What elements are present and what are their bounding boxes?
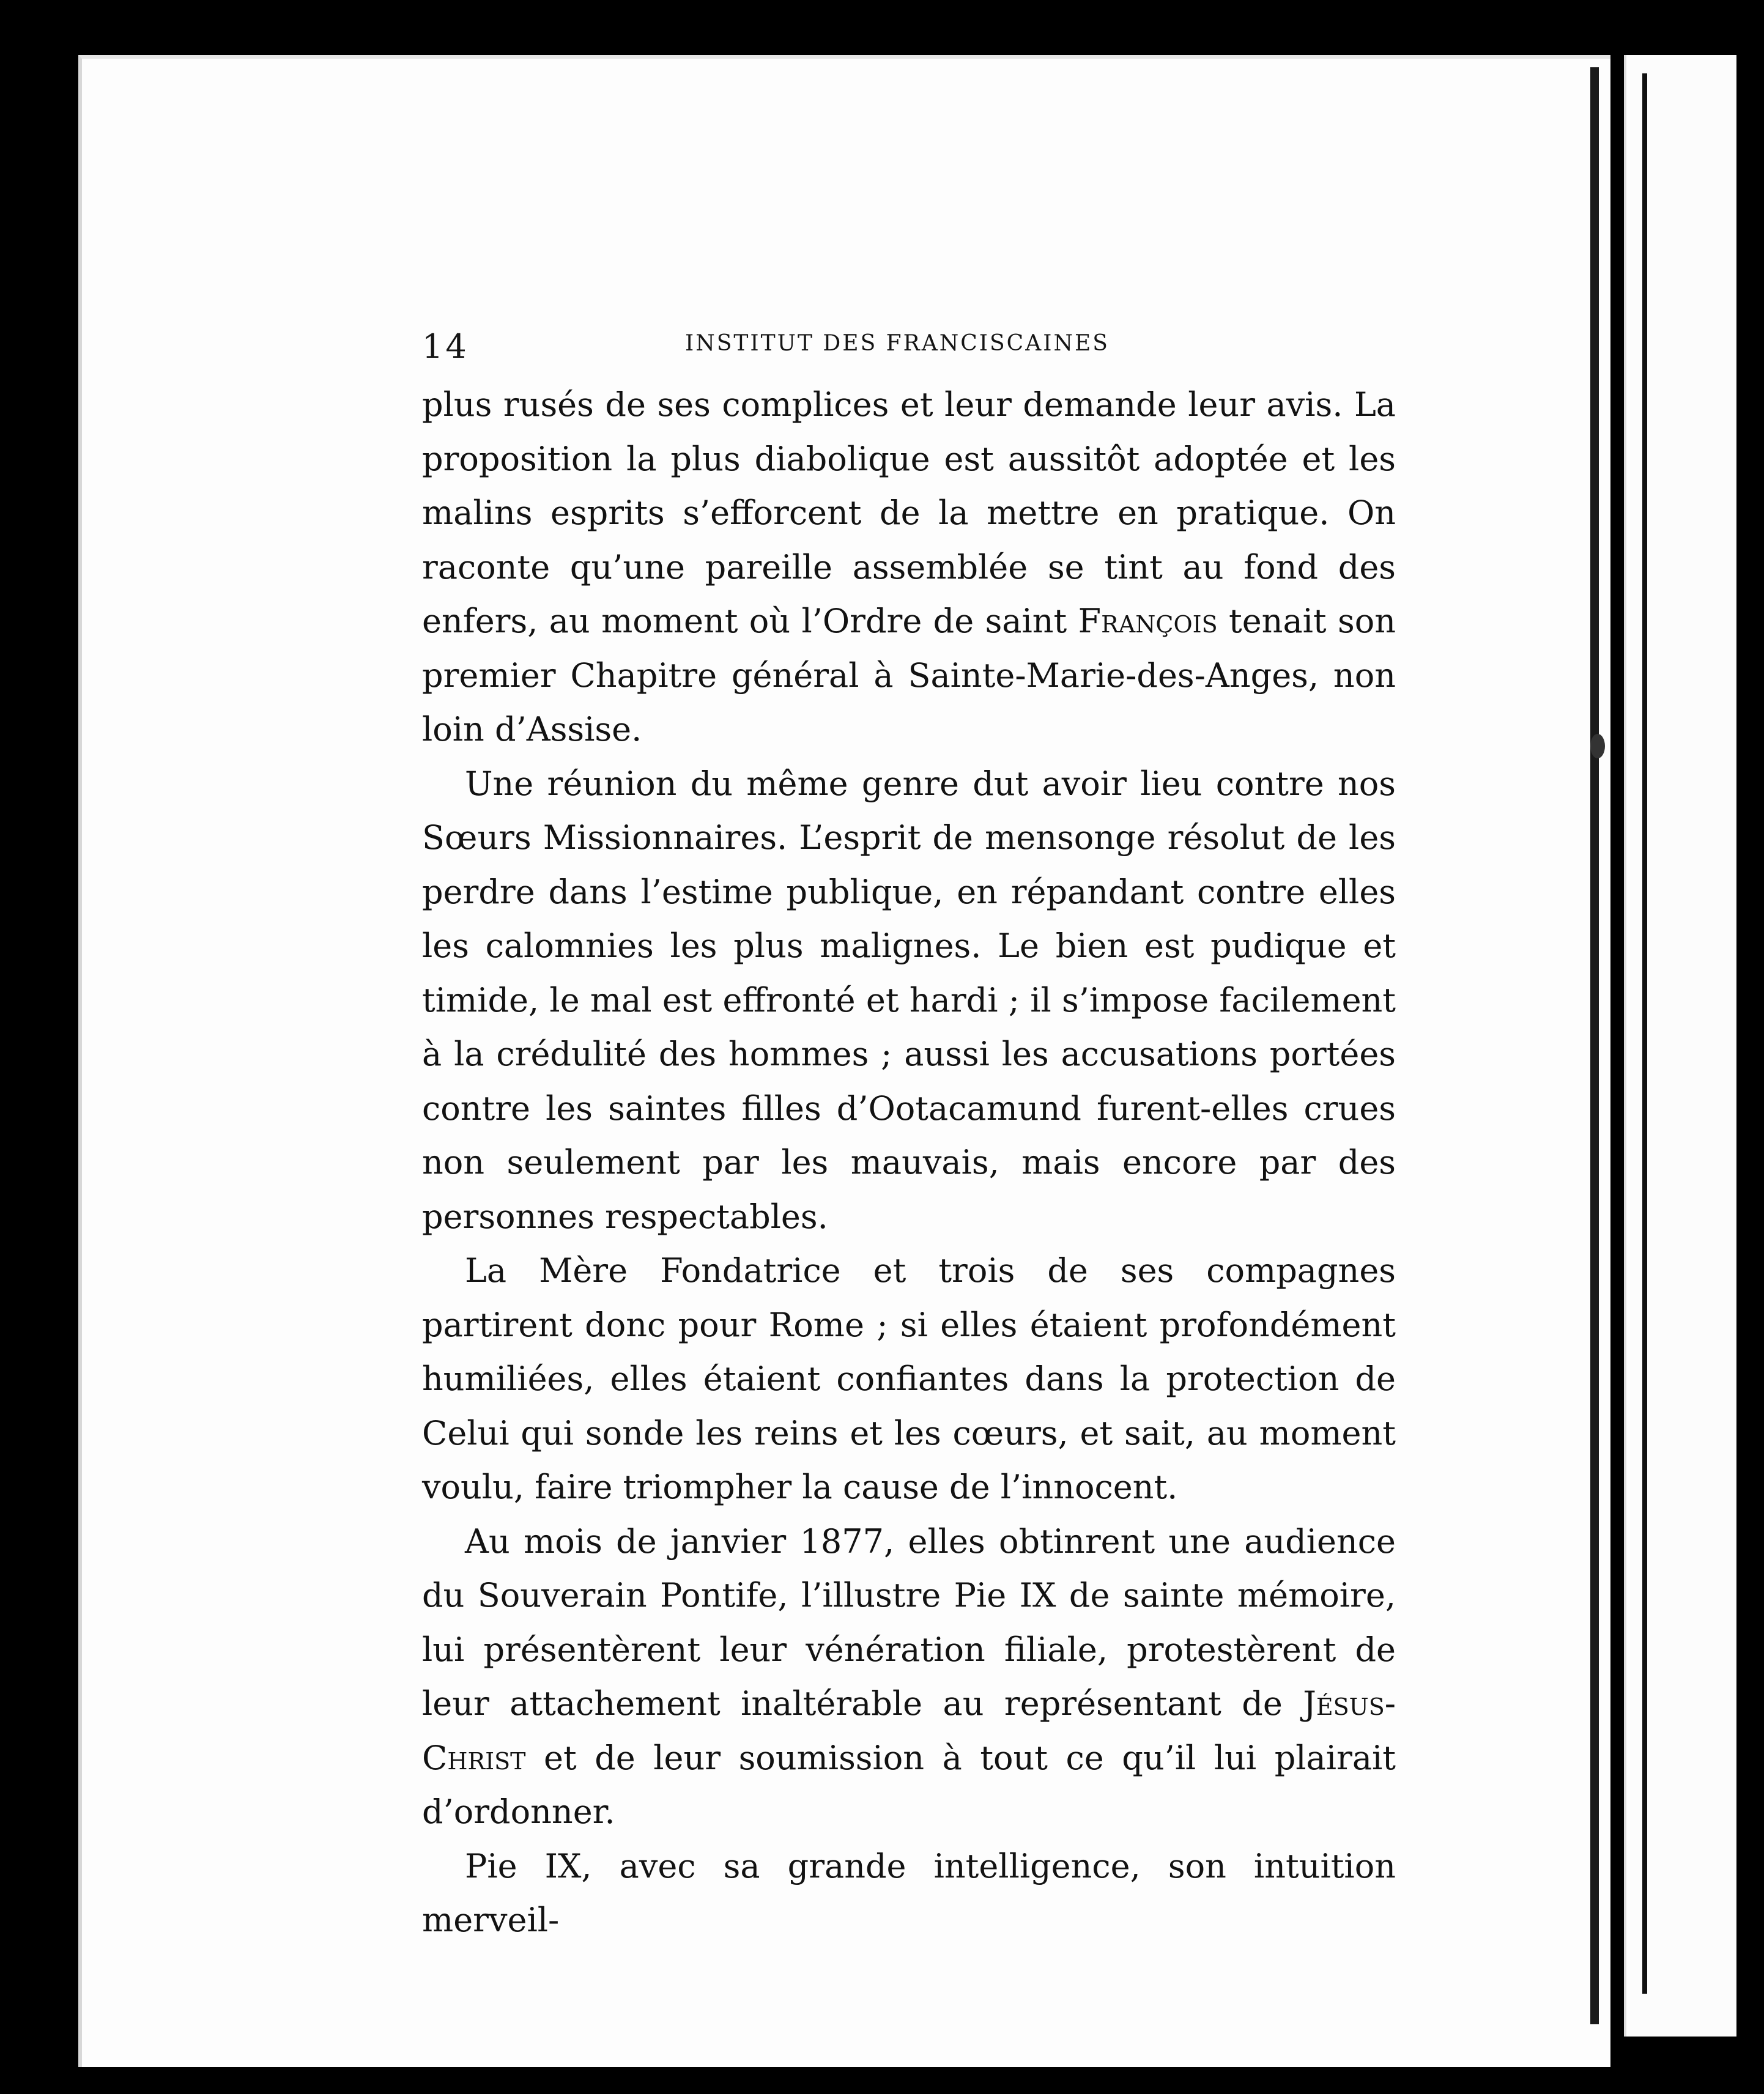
adjacent-page-strip [1624, 55, 1736, 2037]
page-header [422, 327, 1395, 370]
paragraph-2 [422, 757, 1396, 1245]
page-edge-shadow [1590, 67, 1599, 2024]
binding-line [1642, 73, 1647, 1994]
name-jesus-christ: Jésus-Christ [422, 1684, 1396, 1777]
text-segment: plus rusés de ses complices et leur demande leur avis. La proposition la plus diabolique est aussitôt adoptée et les malins esprits s’efforcent de la mettre en pratique. On raconte qu’une pareille assemblée se tint au fond des enfers, au moment où l’Ordre de saint [422, 385, 1396, 640]
scan-artifact [1590, 734, 1605, 758]
page-number: 14 [422, 327, 469, 366]
paragraph-1 [422, 378, 1396, 757]
text-segment: Au mois de janvier 1877, elles obtinrent une audience du Souverain Pontife, l’illustre Pie IX de sainte mémoire, lui présentèrent leur vénération filiale, protestèrent de leur attachement inaltérable au représentant de [422, 1522, 1396, 1723]
text-segment: et de leur soumission à tout ce qu’il lui plairait d’ordonner. [422, 1738, 1396, 1831]
text-segment: La Mère Fondatrice et trois de ses compagnes partirent donc pour Rome ; si elles étaient profondément humiliées, elles étaient confiantes dans la protection de Celui qui sonde les reins et les cœurs, et sait, au moment voulu, faire triompher la cause de l’innocent. [422, 1251, 1396, 1506]
name-francois: François [1078, 602, 1218, 640]
paragraph-3 [422, 1244, 1396, 1515]
paragraph-5 [422, 1840, 1396, 1948]
text-segment: tenait son premier Chapitre général à Sainte-Marie-des-Anges, non loin d’Assise. [422, 602, 1396, 749]
text-segment: Pie IX, avec sa grande intelligence, son intuition merveil- [422, 1846, 1396, 1939]
body-text [422, 378, 1396, 1948]
running-head: INSTITUT DES FRANCISCAINES [685, 331, 1110, 356]
paragraph-4 [422, 1515, 1396, 1840]
text-segment: Une réunion du même genre dut avoir lieu contre nos Sœurs Missionnaires. L’esprit de mensonge résolut de les perdre dans l’estime publique, en répandant contre elles les calomnies les plus malignes. Le bien est pudique et timide, le mal est effronté et hardi ; il s’impose facilement à la crédulité des hommes ; aussi les accusations portées contre les saintes filles d’Ootacamund furent-elles crues non seulement par les mauvais, mais encore par des personnes respectables. [422, 764, 1396, 1236]
